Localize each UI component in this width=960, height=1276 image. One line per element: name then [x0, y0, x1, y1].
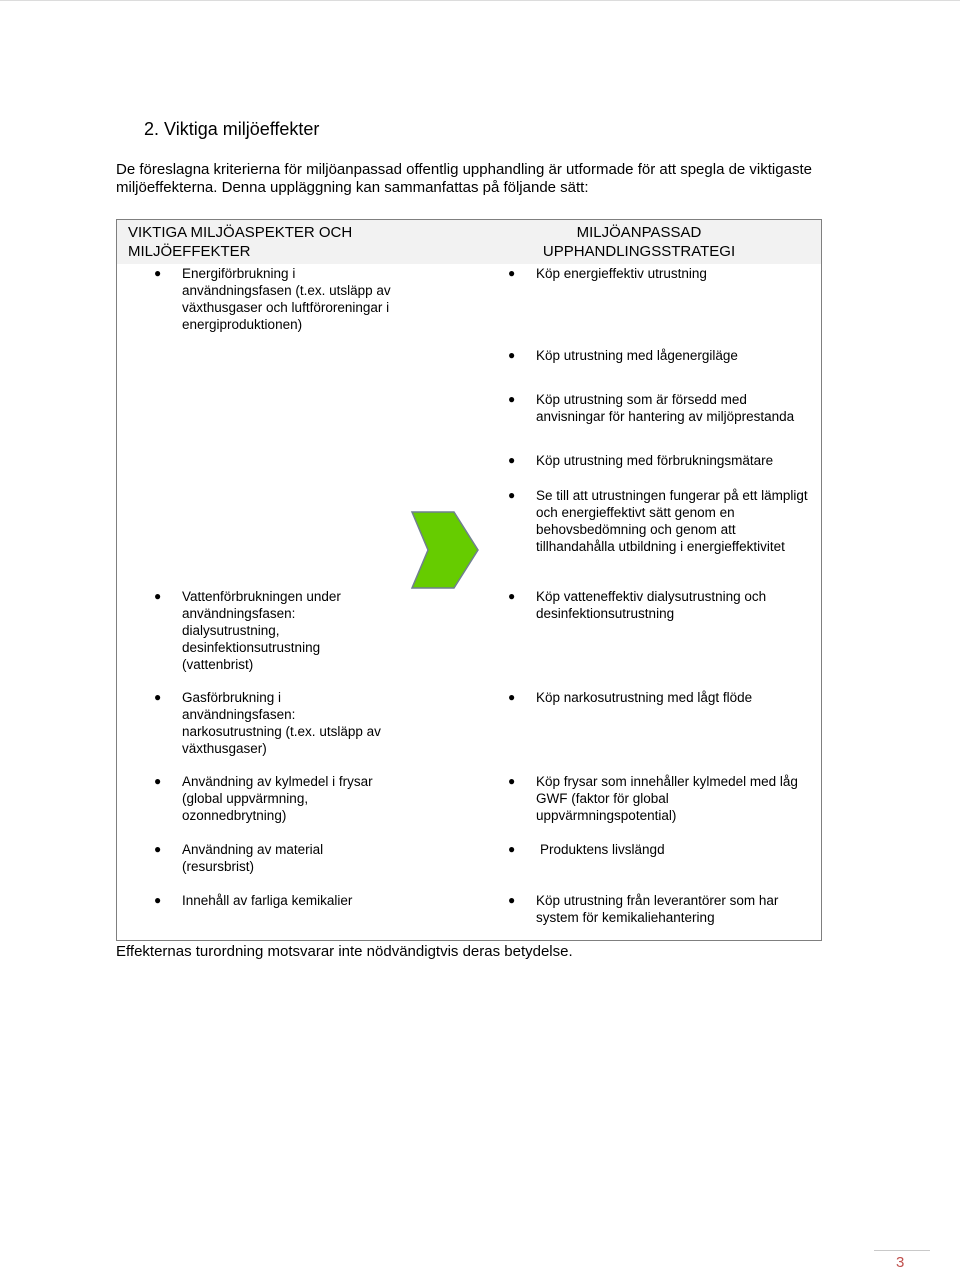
left-item-text: Innehåll av farliga kemikalier — [182, 893, 353, 908]
right-item-lifetime — [508, 841, 800, 858]
right-item-low-flow — [508, 689, 796, 706]
right-item-text: Köp utrustning med lågenergiläge — [536, 348, 738, 363]
left-item-energy — [154, 265, 402, 333]
left-item-material — [154, 841, 352, 875]
top-rule — [0, 0, 960, 1]
section-heading: 2. Viktiga miljöeffekter — [144, 119, 320, 139]
bullet-icon: ● — [508, 893, 516, 907]
right-item-text: Köp frysar som innehåller kylmedel med låg GWF (faktor för global uppvärmningspotential) — [536, 774, 798, 823]
right-item-low-energy-mode — [508, 347, 816, 364]
bullet-icon: ● — [508, 266, 516, 280]
right-item-instructions — [508, 391, 818, 425]
bullet-icon: ● — [154, 842, 162, 856]
right-item-text: Produktens livslängd — [540, 842, 665, 857]
left-column-header: VIKTIGA MILJÖASPEKTER OCH MILJÖEFFEKTER — [128, 224, 353, 260]
bullet-icon: ● — [508, 589, 516, 603]
right-item-text: Köp energieffektiv utrustning — [536, 266, 707, 281]
bullet-icon: ● — [508, 842, 516, 856]
page-number-rule — [874, 1250, 930, 1251]
right-item-text: Köp utrustning från leverantörer som har system för kemikaliehantering — [536, 893, 779, 925]
left-item-text: Gasförbrukning i användningsfasen: narkosutrustning (t.ex. utsläpp av växthusgaser) — [182, 690, 381, 756]
green-arrow-shape — [412, 512, 478, 588]
right-item-chemical-management — [508, 892, 806, 926]
bullet-icon: ● — [508, 348, 516, 362]
bullet-icon: ● — [508, 392, 516, 406]
left-item-text: Energiförbrukning i användningsfasen (t.ex. utsläpp av växthusgaser och luftföroreningar i energiproduktionen) — [182, 266, 391, 332]
right-item-water-efficient — [508, 588, 796, 622]
right-item-text: Köp utrustning med förbrukningsmätare — [536, 453, 774, 468]
bullet-icon: ● — [154, 589, 162, 603]
left-item-refrigerant — [154, 773, 402, 824]
right-item-text: Se till att utrustningen fungerar på ett lämpligt och energieffektivt sätt genom en behovsbedömning och genom att tillhandahålla utbildning i energieffektivitet — [536, 488, 808, 554]
bullet-icon: ● — [154, 266, 162, 280]
right-item-freezers — [508, 773, 806, 824]
page-number: 3 — [896, 1254, 905, 1271]
green-arrow-icon — [410, 508, 480, 592]
left-item-gas — [154, 689, 392, 757]
bullet-icon: ● — [154, 774, 162, 788]
right-item-training — [508, 487, 810, 555]
left-item-text: Vattenförbrukningen under användningsfasen: dialysutrustning, desinfektionsutrustning (vattenbrist) — [182, 589, 341, 672]
right-item-text: Köp vatteneffektiv dialysutrustning och desinfektionsutrustning — [536, 589, 767, 621]
left-item-text: Användning av material (resursbrist) — [182, 842, 324, 874]
bullet-icon: ● — [154, 690, 162, 704]
left-item-water — [154, 588, 382, 673]
left-item-chemicals — [154, 892, 412, 909]
intro-paragraph: De föreslagna kriterierna för miljöanpassad offentlig upphandling är utformade för att spegla de viktigaste miljöeffekterna. Denna uppläggning kan sammanfattas på följande sätt: — [116, 161, 812, 196]
right-item-text: Köp utrustning som är försedd med anvisningar för hantering av miljöprestanda — [536, 392, 795, 424]
bullet-icon: ● — [508, 488, 516, 502]
bullet-icon: ● — [508, 774, 516, 788]
left-item-text: Användning av kylmedel i frysar (global uppvärmning, ozonnedbrytning) — [182, 774, 373, 823]
bullet-icon: ● — [154, 893, 162, 907]
right-item-energy-efficient — [508, 265, 816, 282]
bullet-icon: ● — [508, 453, 516, 467]
footnote: Effekternas turordning motsvarar inte nödvändigtvis deras betydelse. — [116, 943, 573, 960]
right-column-header: MILJÖANPASSAD UPPHANDLINGSSTRATEGI — [542, 224, 736, 260]
bullet-icon: ● — [508, 690, 516, 704]
right-item-meters — [508, 452, 816, 469]
right-item-text: Köp narkosutrustning med lågt flöde — [536, 690, 753, 705]
